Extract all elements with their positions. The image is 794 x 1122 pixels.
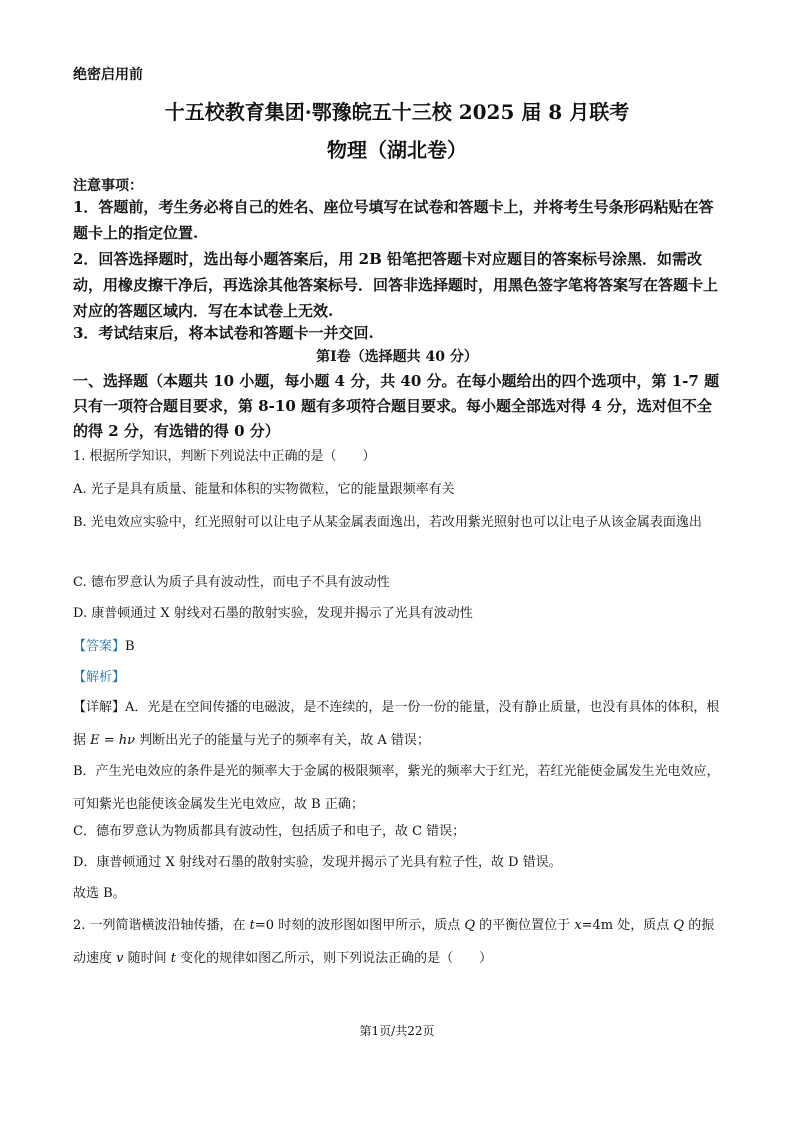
detail-b: B．产生光电效应的条件是光的频率大于金属的极限频率，紫光的频率大于红光，若红光能使金属发生光电效应，可知紫光也能使该金属发生光电效应，故 B 正确； (73, 764, 720, 812)
section-title: 第Ⅰ卷（选择题共 40 分） (316, 349, 478, 365)
detail-label: 【详解】 (73, 700, 126, 715)
analysis-label: 【解析】 (73, 670, 126, 685)
q2-text-5: 的振动速度 (73, 918, 715, 966)
confidential-label: 绝密启用前 (73, 67, 143, 83)
question-1-option-b: B. 光电效应实验中，红光照射可以让电子从某金属表面逸出，若改用紫光照射也可以让电子从该金属表面逸出 (73, 515, 702, 530)
q2-var-t: t (170, 951, 176, 966)
note-item-2: 2．回答选择题时，选出每小题答案后，用 2B 铅笔把答题卡对应题目的答案标号涂黑．如需改动，用橡皮擦干净后，再选涂其他答案标号．回答非选择题时，用黑色签字笔将答案写在答题卡上对应的答题区域内．写在本试卷上无效. (73, 250, 719, 320)
q2-text-2: =0 时刻的波形图如图甲所示，质点 (254, 918, 465, 933)
note-item-1: 1．答题前，考生务必将自己的姓名、座位号填写在试卷和答题卡上，并将考生号条形码粘贴在答题卡上的指定位置. (73, 198, 714, 242)
question-1-option-c: C. 德布罗意认为质子具有波动性，而电子不具有波动性 (73, 575, 390, 590)
q2-var-x: x (574, 918, 582, 933)
answer-value: B (125, 639, 135, 654)
q2-var-q1: Q (464, 918, 476, 933)
q2-text-3: 的平衡位置位于 (475, 918, 575, 933)
question-1-option-a: A. 光子是具有质量、能量和体积的实物微粒，它的能量跟频率有关 (73, 482, 455, 497)
detail-c: C．德布罗意认为物质都具有波动性，包括质子和电子，故 C 错误； (73, 824, 466, 839)
detail-a-text-2: 判断出光子的能量与光子的频率有关，故 A 错误； (135, 733, 430, 748)
analysis-line (73, 661, 723, 694)
q2-var-t0: t (249, 918, 255, 933)
answer-line (73, 630, 723, 663)
notes-heading: 注意事项： (73, 178, 143, 194)
q2-var-q2: Q (673, 918, 685, 933)
detail-d: D．康普顿通过 X 射线对石墨的散射实验，发现并揭示了光具有粒子性，故 D 错误。 (73, 855, 562, 870)
detail-a-text-1: A．光是在空间传播的电磁波，是不连续的，是一份一份的能量，没有静止质量，也没有具体的体积，根据 (73, 700, 720, 748)
question-1-option-d: D. 康普顿通过 X 射线对石墨的散射实验，发现并揭示了光具有波动性 (73, 606, 473, 621)
detail-a (73, 691, 723, 757)
q2-var-v: v (116, 951, 124, 966)
q2-text-6: 随时间 (123, 951, 171, 966)
q2-text-7: 变化的规律如图乙所示，则下列说法正确的是（ ） (176, 951, 493, 966)
conclusion: 故选 B。 (73, 886, 126, 901)
note-item-3: 3．考试结束后，将本试卷和答题卡一并交回. (73, 324, 374, 342)
exam-title: 十五校教育集团·鄂豫皖五十三校 2025 届 8 月联考 (164, 100, 630, 124)
question-1-stem: 1. 根据所学知识，判断下列说法中正确的是（ ） (73, 449, 376, 464)
exam-subject: 物理（湖北卷） (327, 138, 467, 162)
part-heading: 一、选择题（本题共 10 小题，每小题 4 分，共 40 分。在每小题给出的四个选项中，第 1-7 题只有一项符合题目要求，第 8-10 题有多项符合题目要求。每小题全部选对得 4 分，选对但不全的得 2 分，有选错的得 0 分） (73, 372, 720, 440)
answer-label: 【答案】 (73, 639, 126, 654)
question-2-stem (73, 909, 723, 975)
q2-text-4: =4m 处，质点 (581, 918, 674, 933)
page-number: 第1页/共22页 (359, 1024, 435, 1038)
photon-energy-formula: E = hν (90, 733, 136, 748)
q2-text-1: 2. 一列简谐横波沿轴传播，在 (73, 918, 250, 933)
